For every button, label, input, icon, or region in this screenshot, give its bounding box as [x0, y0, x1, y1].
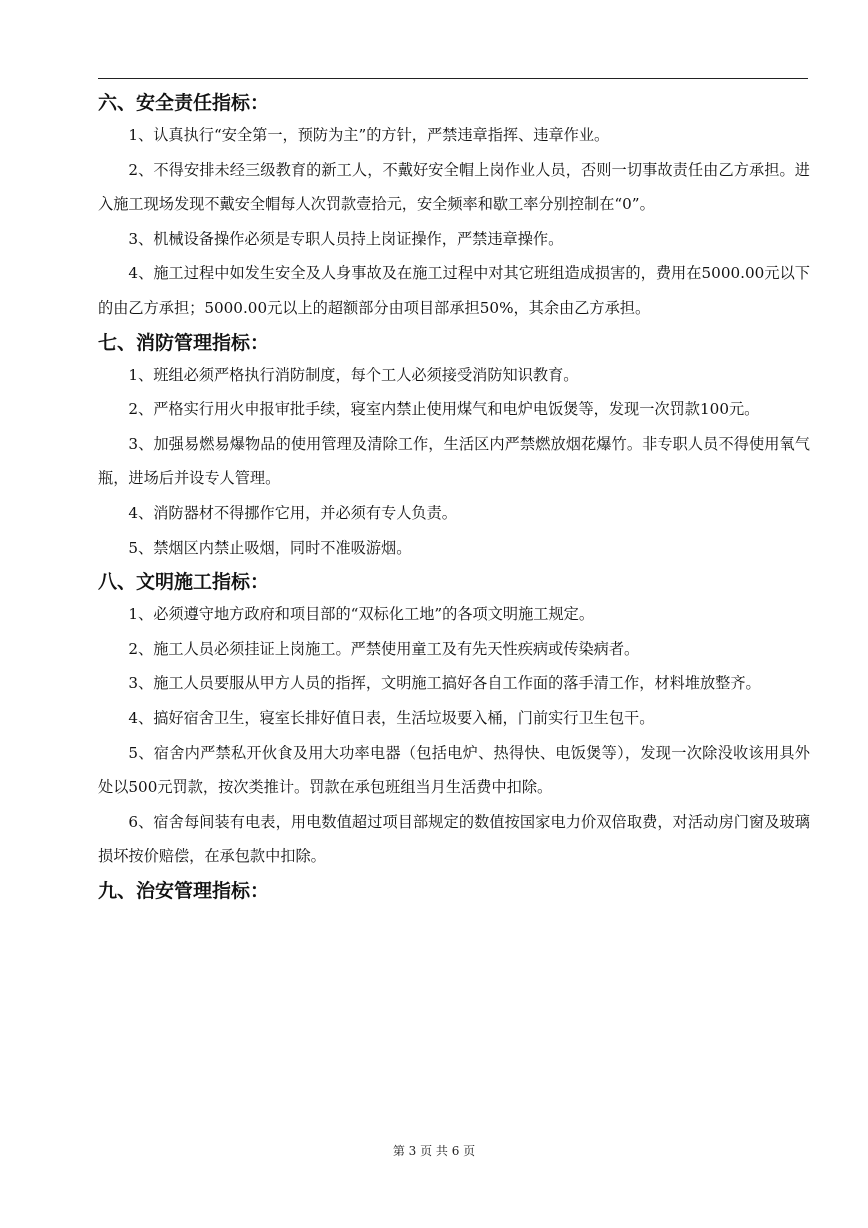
paragraph: 2、不得安排未经三级教育的新工人，不戴好安全帽上岗作业人员，否则一切事故责任由乙方承担。进入施工现场发现不戴安全帽每人次罚款壹拾元，安全频率和歇工率分别控制在“0”。 — [98, 160, 810, 214]
paragraph: 3、加强易燃易爆物品的使用管理及清除工作，生活区内严禁燃放烟花爆竹。非专职人员不得使用氧气瓶，进场后并设专人管理。 — [98, 434, 810, 488]
section-title-public-security: 九、治安管理指标： — [98, 879, 270, 902]
paragraph: 3、施工人员要服从甲方人员的指挥，文明施工搞好各自工作面的落手清工作，材料堆放整齐。 — [128, 674, 761, 693]
section-title-safety: 六、安全责任指标： — [98, 92, 270, 114]
page-footer: 第 3 页 共 6 页 — [392, 1144, 476, 1158]
section-title-fire: 七、消防管理指标： — [98, 331, 270, 354]
document-body — [98, 86, 810, 906]
header-rule — [98, 78, 808, 79]
paragraph: 4、搞好宿舍卫生，寝室长排好值日表，生活垃圾要入桶，门前实行卫生包干。 — [128, 708, 655, 727]
paragraph: 4、施工过程中如发生安全及人身事故及在施工过程中对其它班组造成损害的，费用在5000.00元以下的由乙方承担；5000.00元以上的超额部分由项目部承担50%，其余由乙方承担。 — [98, 264, 810, 317]
paragraph: 2、施工人员必须挂证上岗施工。严禁使用童工及有先天性疾病或传染病者。 — [128, 639, 640, 658]
paragraph: 3、机械设备操作必须是专职人员持上岗证操作，严禁违章操作。 — [128, 229, 564, 248]
paragraph: 6、宿舍每间装有电表，用电数值超过项目部规定的数值按国家电力价双倍取费，对活动房门窗及玻璃损坏按价赔偿，在承包款中扣除。 — [98, 812, 810, 866]
paragraph: 5、禁烟区内禁止吸烟，同时不准吸游烟。 — [128, 538, 412, 557]
paragraph: 1、班组必须严格执行消防制度，每个工人必须接受消防知识教育。 — [128, 365, 579, 384]
paragraph: 1、认真执行“安全第一，预防为主”的方针，严禁违章指挥、违章作业。 — [128, 126, 610, 144]
paragraph: 4、消防器材不得挪作它用，并必须有专人负责。 — [128, 503, 457, 522]
paragraph: 1、必须遵守地方政府和项目部的“双标化工地”的各项文明施工规定。 — [128, 605, 595, 624]
paragraph: 5、宿舍内严禁私开伙食及用大功率电器（包括电炉、热得快、电饭煲等），发现一次除没收该用具外处以500元罚款，按次类推计。罚款在承包班组当月生活费中扣除。 — [98, 743, 810, 797]
section-title-civilized-construction: 八、文明施工指标： — [98, 571, 270, 594]
paragraph: 2、严格实行用火申报审批手续，寝室内禁止使用煤气和电炉电饭煲等，发现一次罚款100元。 — [128, 400, 760, 419]
